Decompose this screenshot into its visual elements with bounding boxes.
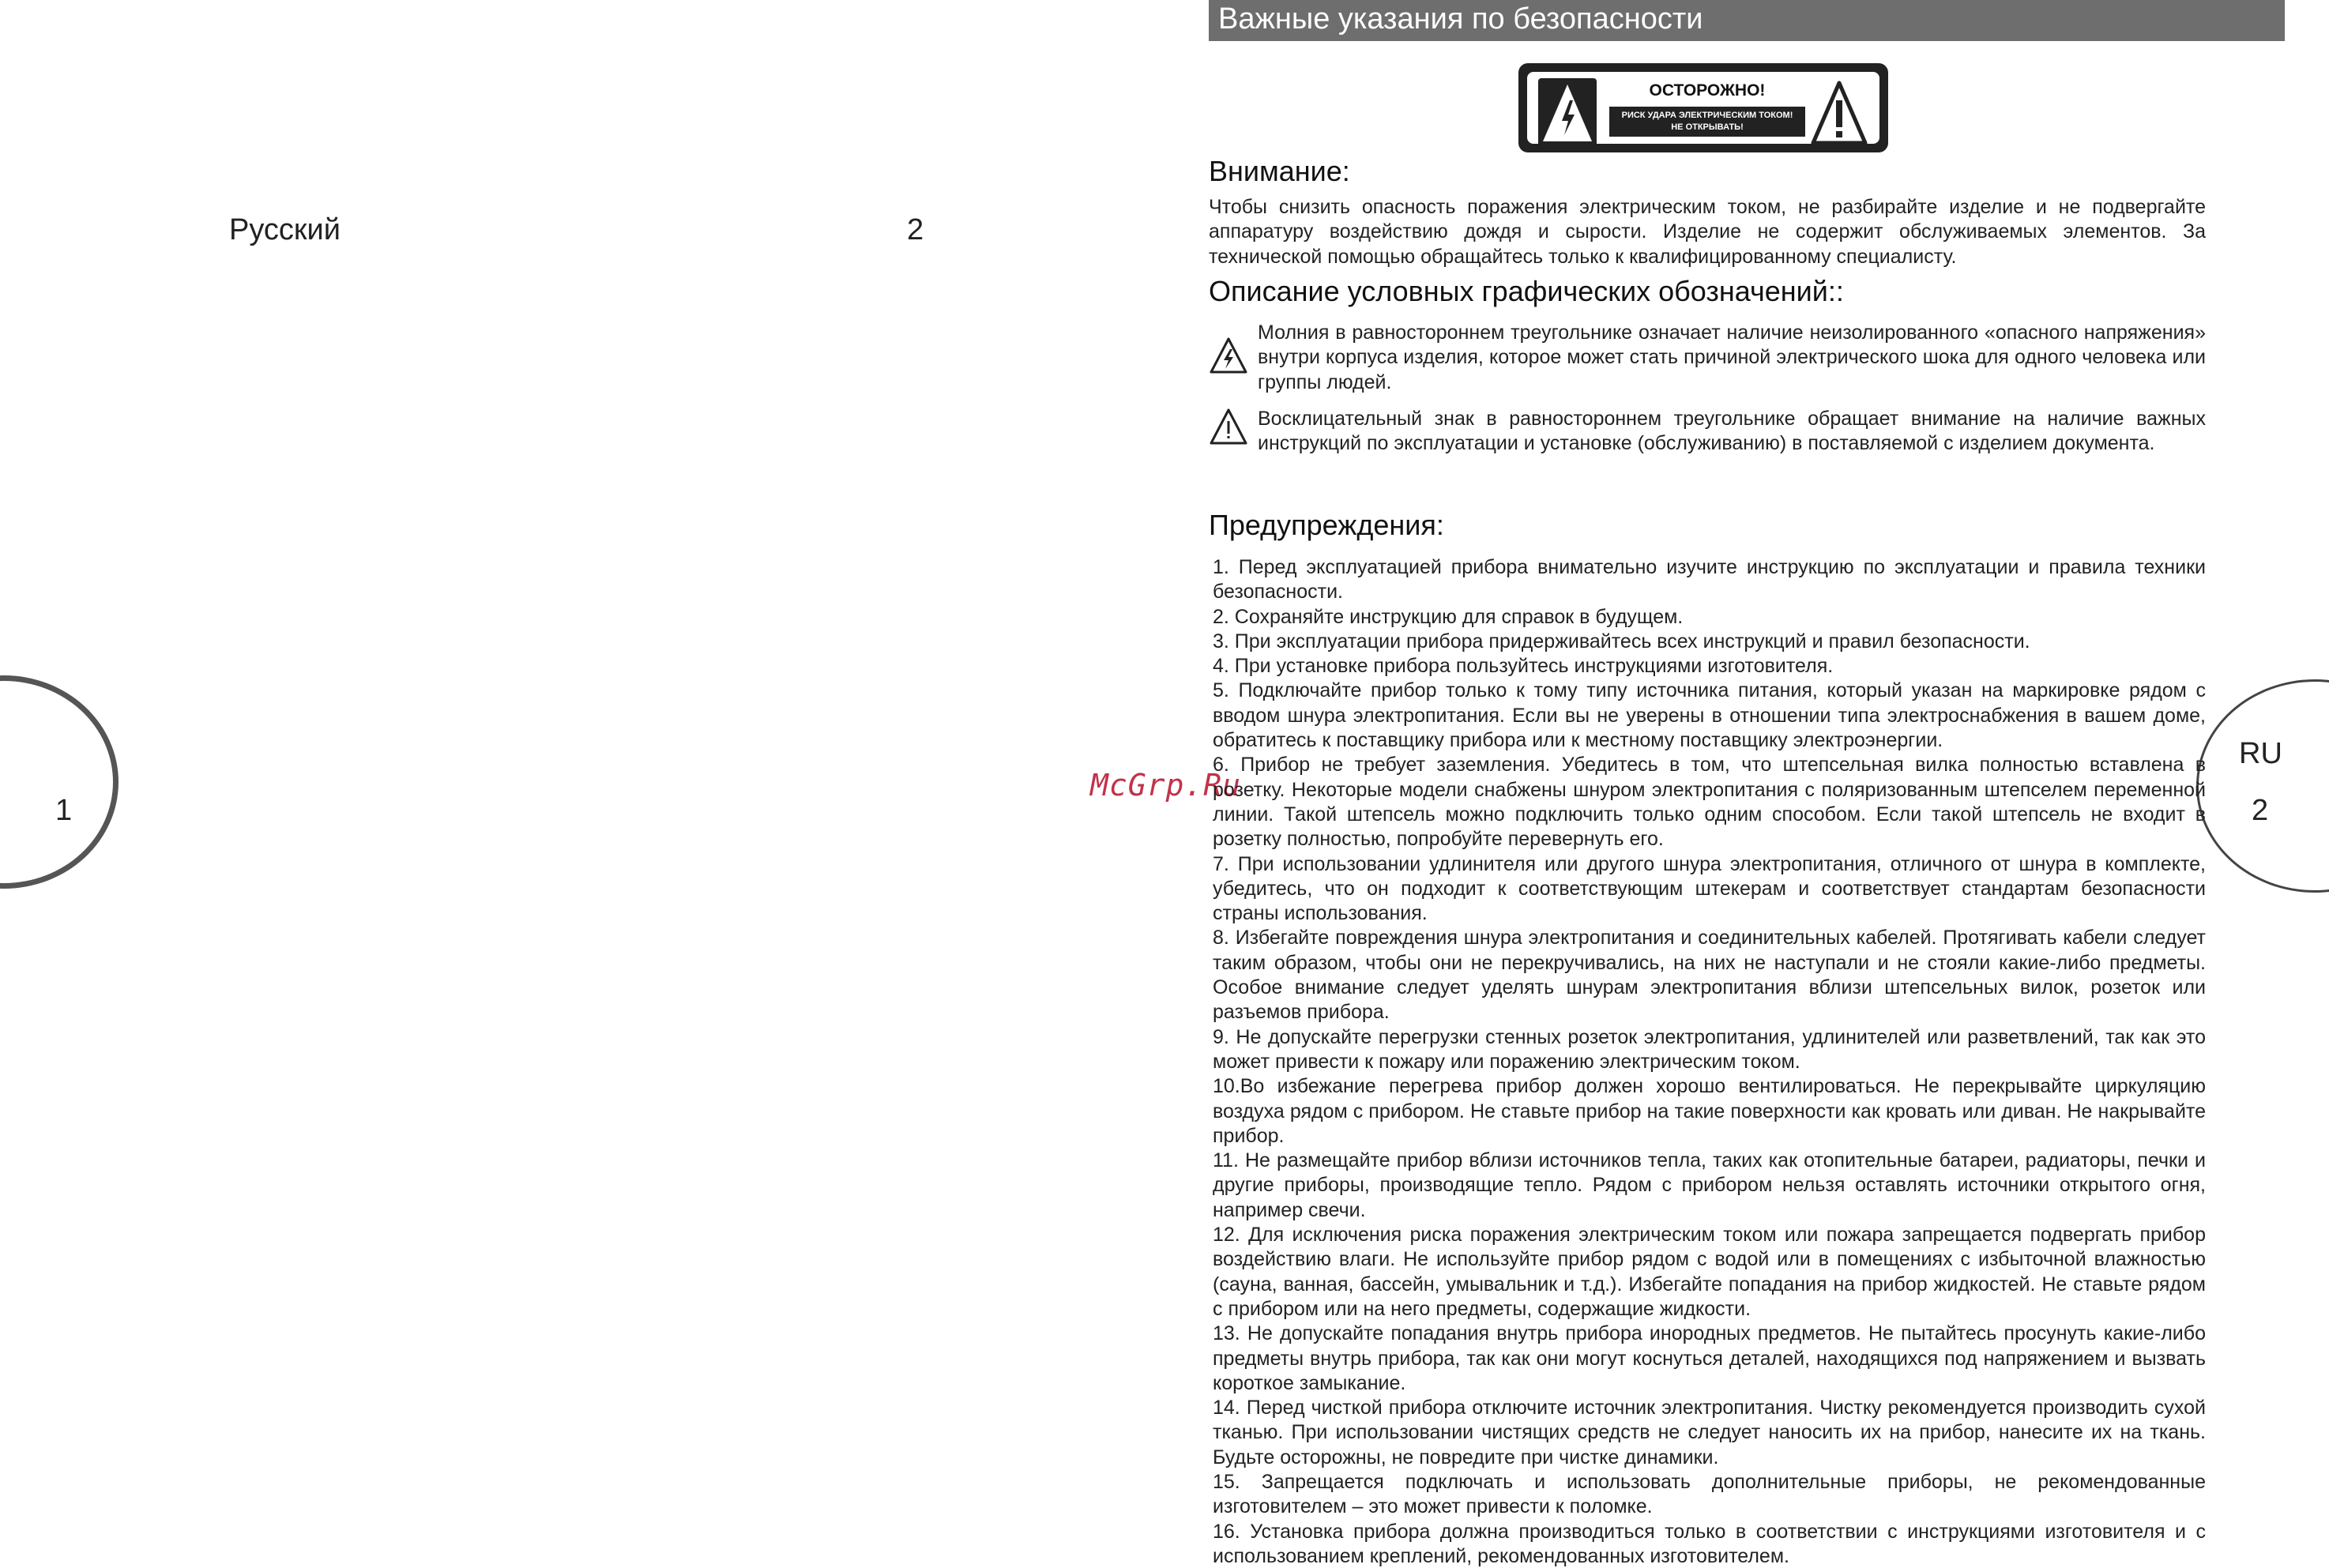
- watermark: McGrp.Ru: [1090, 768, 1242, 803]
- symbol-lightning-text: Молния в равностороннем треугольнике означает наличие неизолированного «опасного напряжения» внутри корпуса изделия, которое может стать причиной электрического шока для одного человека или группы людей.: [1258, 321, 2206, 393]
- warning-item: 6. Прибор не требует заземления. Убедитесь в том, что штепсельная вилка полностью вставлена в розетку. Некоторые модели снабжены шнуром электропитания с поляризованным штепселем переменной линии. Такой штепсель можно подключить только одним способом. Если такой штепсель не входит в розетку полностью, попробуйте перевернуть его.: [1213, 754, 2206, 851]
- right-tab-language-code: RU: [2239, 737, 2282, 770]
- section-title-bar: Важные указания по безопасности: [1209, 0, 2285, 41]
- symbols-heading: Описание условных графических обозначений::: [1209, 275, 1844, 307]
- warnings-list: [1213, 555, 2206, 1568]
- warning-item: 4. При установке прибора пользуйтесь инструкциями изготовителя.: [1213, 655, 1834, 678]
- warning-item: 2. Сохраняйте инструкцию для справок в будущем.: [1213, 605, 1684, 628]
- caution-line-1: РИСК УДАРА ЭЛЕКТРИЧЕСКИМ ТОКОМ!: [1621, 111, 1793, 120]
- warning-item: 13. Не допускайте попадания внутрь прибора инородных предметов. Не пытайтесь просунуть какие-либо предметы внутрь прибора, так как они могут коснуться деталей, находящихся под напряжением и вызвать короткое замыкание.: [1213, 1322, 2206, 1394]
- caution-label: [1518, 63, 1888, 152]
- warning-item: 7. При использовании удлинителя или другого шнура электропитания, отличного от шнура в комплекте, убедитесь, что он подходит к соответствующим штекерам и соответствует стандартам безопасности страны использования.: [1213, 852, 2206, 925]
- caution-center: [1609, 77, 1805, 145]
- language-label: Русский: [229, 213, 341, 246]
- warning-item: 8. Избегайте повреждения шнура электропитания и соединительных кабелей. Протягивать кабели следует таким образом, чтобы они не перекручивались, на них не наступали и не стояли какие-либо предметы. Особое внимание следует уделять шнурам электропитания вблизи штепсельных вилок, розеток или разъемов прибора.: [1213, 927, 2206, 1024]
- warning-item: 15. Запрещается подключать и использовать дополнительные приборы, не рекомендованные изготовителем – это может привести к поломке.: [1213, 1470, 2206, 1518]
- warning-item: 1. Перед эксплуатацией прибора внимательно изучите инструкцию по эксплуатации и правила техники безопасности.: [1213, 556, 2206, 604]
- left-tab-number: 1: [55, 794, 73, 827]
- warning-item: 12. Для исключения риска поражения электрическим током или пожара запрещается подвергать прибор воздействию влаги. Не используйте прибор рядом с водой или в помещениях с избыточной влажностью (сауна, ванная, бассейн, умывальник и т.д.). Избегайте попадания на прибор жидкостей. Не ставьте рядом с прибором или на него предметы, содержащие жидкости.: [1213, 1224, 2206, 1320]
- warning-item: 10.Во избежание перегрева прибор должен хорошо вентилироваться. Не перекрывайте циркуляцию воздуха рядом с прибором. Не ставьте прибор на такие поверхности как кровать или диван. Не накрывайте прибор.: [1213, 1075, 2206, 1147]
- caution-line-2: НЕ ОТКРЫВАТЬ!: [1671, 122, 1744, 132]
- right-thumb-tab: [2196, 679, 2329, 893]
- exclamation-triangle-icon: [1209, 408, 1248, 446]
- attention-heading: Внимание:: [1209, 155, 1350, 187]
- caution-message-box: [1609, 107, 1805, 137]
- warnings-heading: Предупреждения:: [1209, 509, 1444, 541]
- exclamation-warning-icon: [1810, 78, 1868, 148]
- warning-item: 5. Подключайте прибор только к тому типу источника питания, который указан на маркировке рядом с вводом шнура электропитания. Если вы не уверены в отношении типа электроснабжения в вашем доме, обратитесь к поставщику прибора или к местному поставщику электроэнергии.: [1213, 679, 2206, 752]
- warning-item: 16. Установка прибора должна производиться только в соответствии с инструкциями изготовителя и с использованием креплений, рекомендованных изготовителем.: [1213, 1520, 2206, 1567]
- warning-item: 9. Не допускайте перегрузки стенных розеток электропитания, удлинителей или разветвлений, так как это может привести к пожару или поражению электрическим током.: [1213, 1025, 2206, 1073]
- warning-item: 3. При эксплуатации прибора придерживайтесь всех инструкций и правил безопасности.: [1213, 630, 2030, 652]
- warning-item: 14. Перед чисткой прибора отключите источник электропитания. Чистку рекомендуется производить сухой тканью. При использовании чистящих средств не следует наносить их на прибор, нанесите их на ткань. Будьте осторожны, не повредите при чистке динамики.: [1213, 1397, 2206, 1468]
- right-tab-page-number: 2: [2252, 794, 2269, 827]
- left-page-number: 2: [907, 213, 924, 246]
- lightning-warning-icon: [1538, 78, 1597, 148]
- caution-label-inner: [1527, 72, 1879, 144]
- lightning-triangle-icon: [1209, 337, 1248, 374]
- attention-text: Чтобы снизить опасность поражения электрическим током, не разбирайте изделие и не подвергайте аппаратуру воздействию дождя и сырости. Изделие не содержит обслуживаемых элементов. За технической помощью обращайтесь только к квалифицированному специалисту.: [1209, 196, 2206, 268]
- symbol-exclamation-text: Восклицательный знак в равностороннем треугольнике обращает внимание на наличие важных инструкций по эксплуатации и установке (обслуживанию) в поставляемой с изделием документа.: [1258, 408, 2206, 455]
- left-thumb-tab: [0, 675, 119, 889]
- caution-title: ОСТОРОЖНО!: [1649, 81, 1766, 100]
- warning-item: 11. Не размещайте прибор вблизи источников тепла, таких как отопительные батареи, радиаторы, печки и другие приборы, производящие тепло. Рядом с прибором нельзя оставлять источники открытого огня, например свечи.: [1213, 1149, 2206, 1221]
